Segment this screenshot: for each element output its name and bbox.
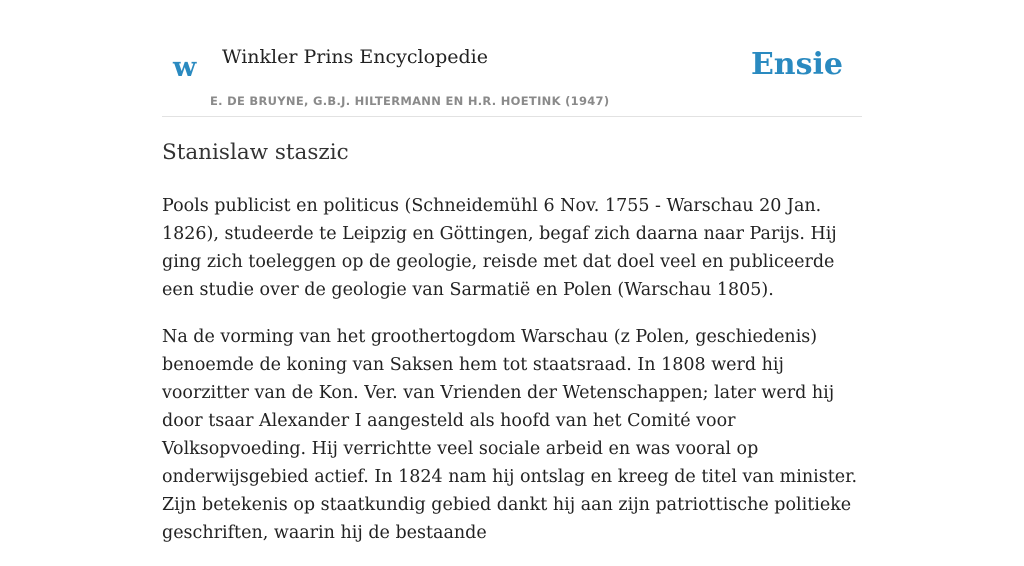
article-body: [162, 192, 868, 566]
article-title: Stanislaw staszic: [162, 140, 349, 165]
article-paragraph: Na de vorming van het groothertogdom Warschau (z Polen, geschiedenis) benoemde de koning van Saksen hem tot staatsraad. In 1808 werd hij voorzitter van de Kon. Ver. van Vrienden der Wetenschappen; later werd hij door tsaar Alexander I aangesteld als hoofd van het Comité voor Volksopvoeding. Hij verrichtte veel sociale arbeid en was vooral op onderwijsgebied actief. In 1824 nam hij ontslag en kreeg de titel van minister. Zijn betekenis op staatkundig gebied dankt hij aan zijn patriottische politieke geschriften, waarin hij de bestaande: [162, 327, 858, 543]
publication-logo-icon[interactable]: w: [173, 52, 197, 83]
publication-header: [162, 40, 862, 117]
publication-title[interactable]: Winkler Prins Encyclopedie: [222, 46, 488, 68]
publication-authors: E. DE BRUYNE, G.B.J. HILTERMANN EN H.R. HOETINK (1947): [210, 94, 610, 108]
ensie-brand-link[interactable]: Ensie: [750, 47, 843, 82]
article-paragraph: Pools publicist en politicus (Schneidemühl 6 Nov. 1755 - Warschau 20 Jan. 1826), studeerde te Leipzig en Göttingen, begaf zich daarna naar Parijs. Hij ging zich toeleggen op de geologie, reisde met dat doel veel en publiceerde een studie over de geologie van Sarmatië en Polen (Warschau 1805).: [162, 196, 837, 300]
